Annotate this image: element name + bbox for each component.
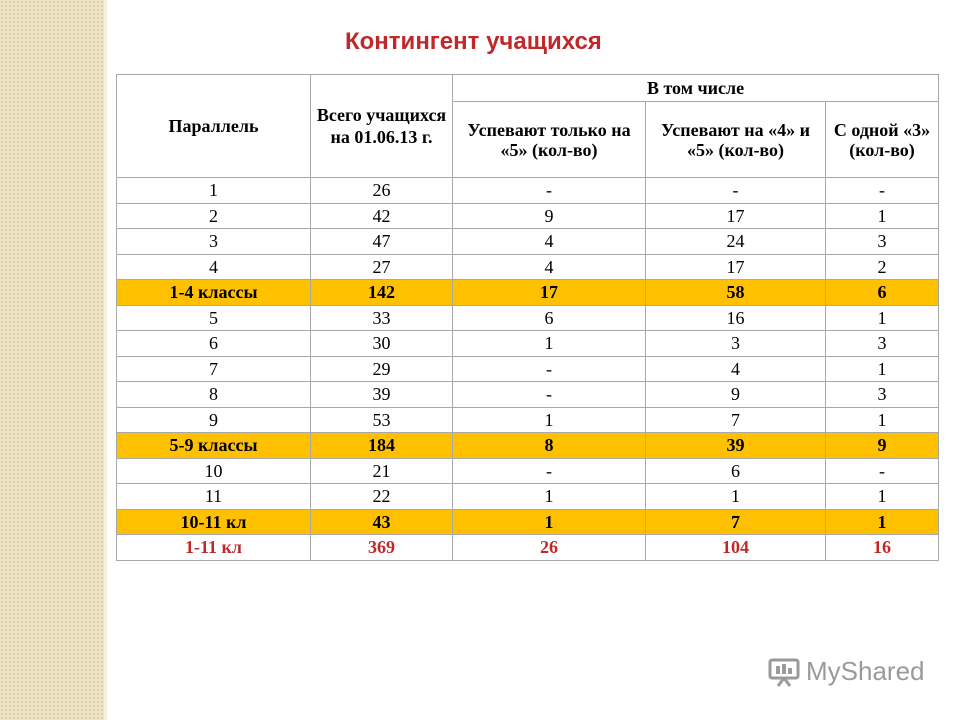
table-cell: -	[453, 356, 646, 382]
table-cell: 2	[826, 254, 939, 280]
table-cell: 43	[311, 509, 453, 535]
subtotal-row	[117, 280, 939, 306]
decorative-side-strip	[0, 0, 104, 720]
table-cell: 3	[646, 331, 826, 357]
header-one3: С одной «3» (кол-во)	[826, 102, 939, 178]
table-cell: 8	[117, 382, 311, 408]
decorative-side-edge	[104, 0, 107, 720]
table-cell: 9	[117, 407, 311, 433]
table-cell: 6	[117, 331, 311, 357]
table-cell: 5	[117, 305, 311, 331]
table-cell: 16	[826, 535, 939, 561]
table-cell: 1	[826, 509, 939, 535]
total-row	[117, 535, 939, 561]
table-cell: 9	[453, 203, 646, 229]
table-cell: 369	[311, 535, 453, 561]
table-cell: 1	[826, 484, 939, 510]
table-cell: -	[453, 178, 646, 204]
watermark-text: MyShared	[806, 656, 925, 686]
table-cell: -	[826, 178, 939, 204]
table-row	[117, 229, 939, 255]
table-cell: 2	[117, 203, 311, 229]
table-cell: 1	[646, 484, 826, 510]
table-cell: 16	[646, 305, 826, 331]
table-cell: 17	[646, 254, 826, 280]
table-cell: -	[826, 458, 939, 484]
table-cell: 7	[117, 356, 311, 382]
students-table	[116, 74, 939, 561]
table-row	[117, 407, 939, 433]
table-cell: 3	[826, 331, 939, 357]
table-cell: 26	[453, 535, 646, 561]
table-cell: -	[453, 458, 646, 484]
header-only5: Успевают только на «5» (кол-во)	[453, 102, 646, 178]
table-cell: 4	[117, 254, 311, 280]
table-cell: 58	[646, 280, 826, 306]
table-cell: 4	[453, 254, 646, 280]
table-cell: 7	[646, 509, 826, 535]
table-row	[117, 356, 939, 382]
table-row	[117, 178, 939, 204]
table-row	[117, 254, 939, 280]
table-cell: -	[646, 178, 826, 204]
table-row	[117, 484, 939, 510]
table-body	[117, 178, 939, 561]
table-cell: 9	[826, 433, 939, 459]
table-cell: 1	[453, 509, 646, 535]
subtotal-row	[117, 433, 939, 459]
table-cell: 1-4 классы	[117, 280, 311, 306]
table-cell: 1-11 кл	[117, 535, 311, 561]
header-total: Всего учащихся на 01.06.13 г.	[311, 75, 453, 178]
table-cell: 6	[453, 305, 646, 331]
table-row	[117, 203, 939, 229]
table-cell: 17	[646, 203, 826, 229]
presentation-icon	[768, 657, 800, 687]
table-row	[117, 305, 939, 331]
table-cell: 11	[117, 484, 311, 510]
table-cell: 142	[311, 280, 453, 306]
table-cell: 1	[453, 484, 646, 510]
table-cell: 39	[311, 382, 453, 408]
table-cell: 1	[453, 407, 646, 433]
table-cell: 47	[311, 229, 453, 255]
table-cell: 4	[453, 229, 646, 255]
table-cell: 6	[646, 458, 826, 484]
table-cell: 1	[117, 178, 311, 204]
table-cell: 29	[311, 356, 453, 382]
table-cell: 30	[311, 331, 453, 357]
table-cell: 1	[453, 331, 646, 357]
table-cell: 22	[311, 484, 453, 510]
table-cell: 5-9 классы	[117, 433, 311, 459]
table-row	[117, 331, 939, 357]
table-cell: 6	[826, 280, 939, 306]
table-cell: 4	[646, 356, 826, 382]
page-title: Контингент учащихся	[345, 28, 602, 55]
table-cell: 8	[453, 433, 646, 459]
table-cell: 27	[311, 254, 453, 280]
header-group: В том числе	[453, 75, 939, 102]
table-cell: 3	[826, 229, 939, 255]
table-cell: 10	[117, 458, 311, 484]
header-4and5: Успевают на «4» и «5» (кол-во)	[646, 102, 826, 178]
table-cell: 21	[311, 458, 453, 484]
table-cell: 1	[826, 407, 939, 433]
watermark-logo	[768, 656, 925, 687]
table-cell: 33	[311, 305, 453, 331]
table-cell: 53	[311, 407, 453, 433]
table-cell: 3	[826, 382, 939, 408]
table-cell: 24	[646, 229, 826, 255]
table-cell: 26	[311, 178, 453, 204]
table-cell: 104	[646, 535, 826, 561]
table-cell: 17	[453, 280, 646, 306]
table-cell: 9	[646, 382, 826, 408]
table-cell: 3	[117, 229, 311, 255]
header-parallel: Параллель	[117, 75, 311, 178]
table-row	[117, 382, 939, 408]
table-row	[117, 458, 939, 484]
table-cell: 42	[311, 203, 453, 229]
table-cell: 7	[646, 407, 826, 433]
table-cell: -	[453, 382, 646, 408]
table-cell: 1	[826, 356, 939, 382]
table-cell: 184	[311, 433, 453, 459]
table-cell: 10-11 кл	[117, 509, 311, 535]
subtotal-row	[117, 509, 939, 535]
table-cell: 1	[826, 203, 939, 229]
table-cell: 1	[826, 305, 939, 331]
table-cell: 39	[646, 433, 826, 459]
